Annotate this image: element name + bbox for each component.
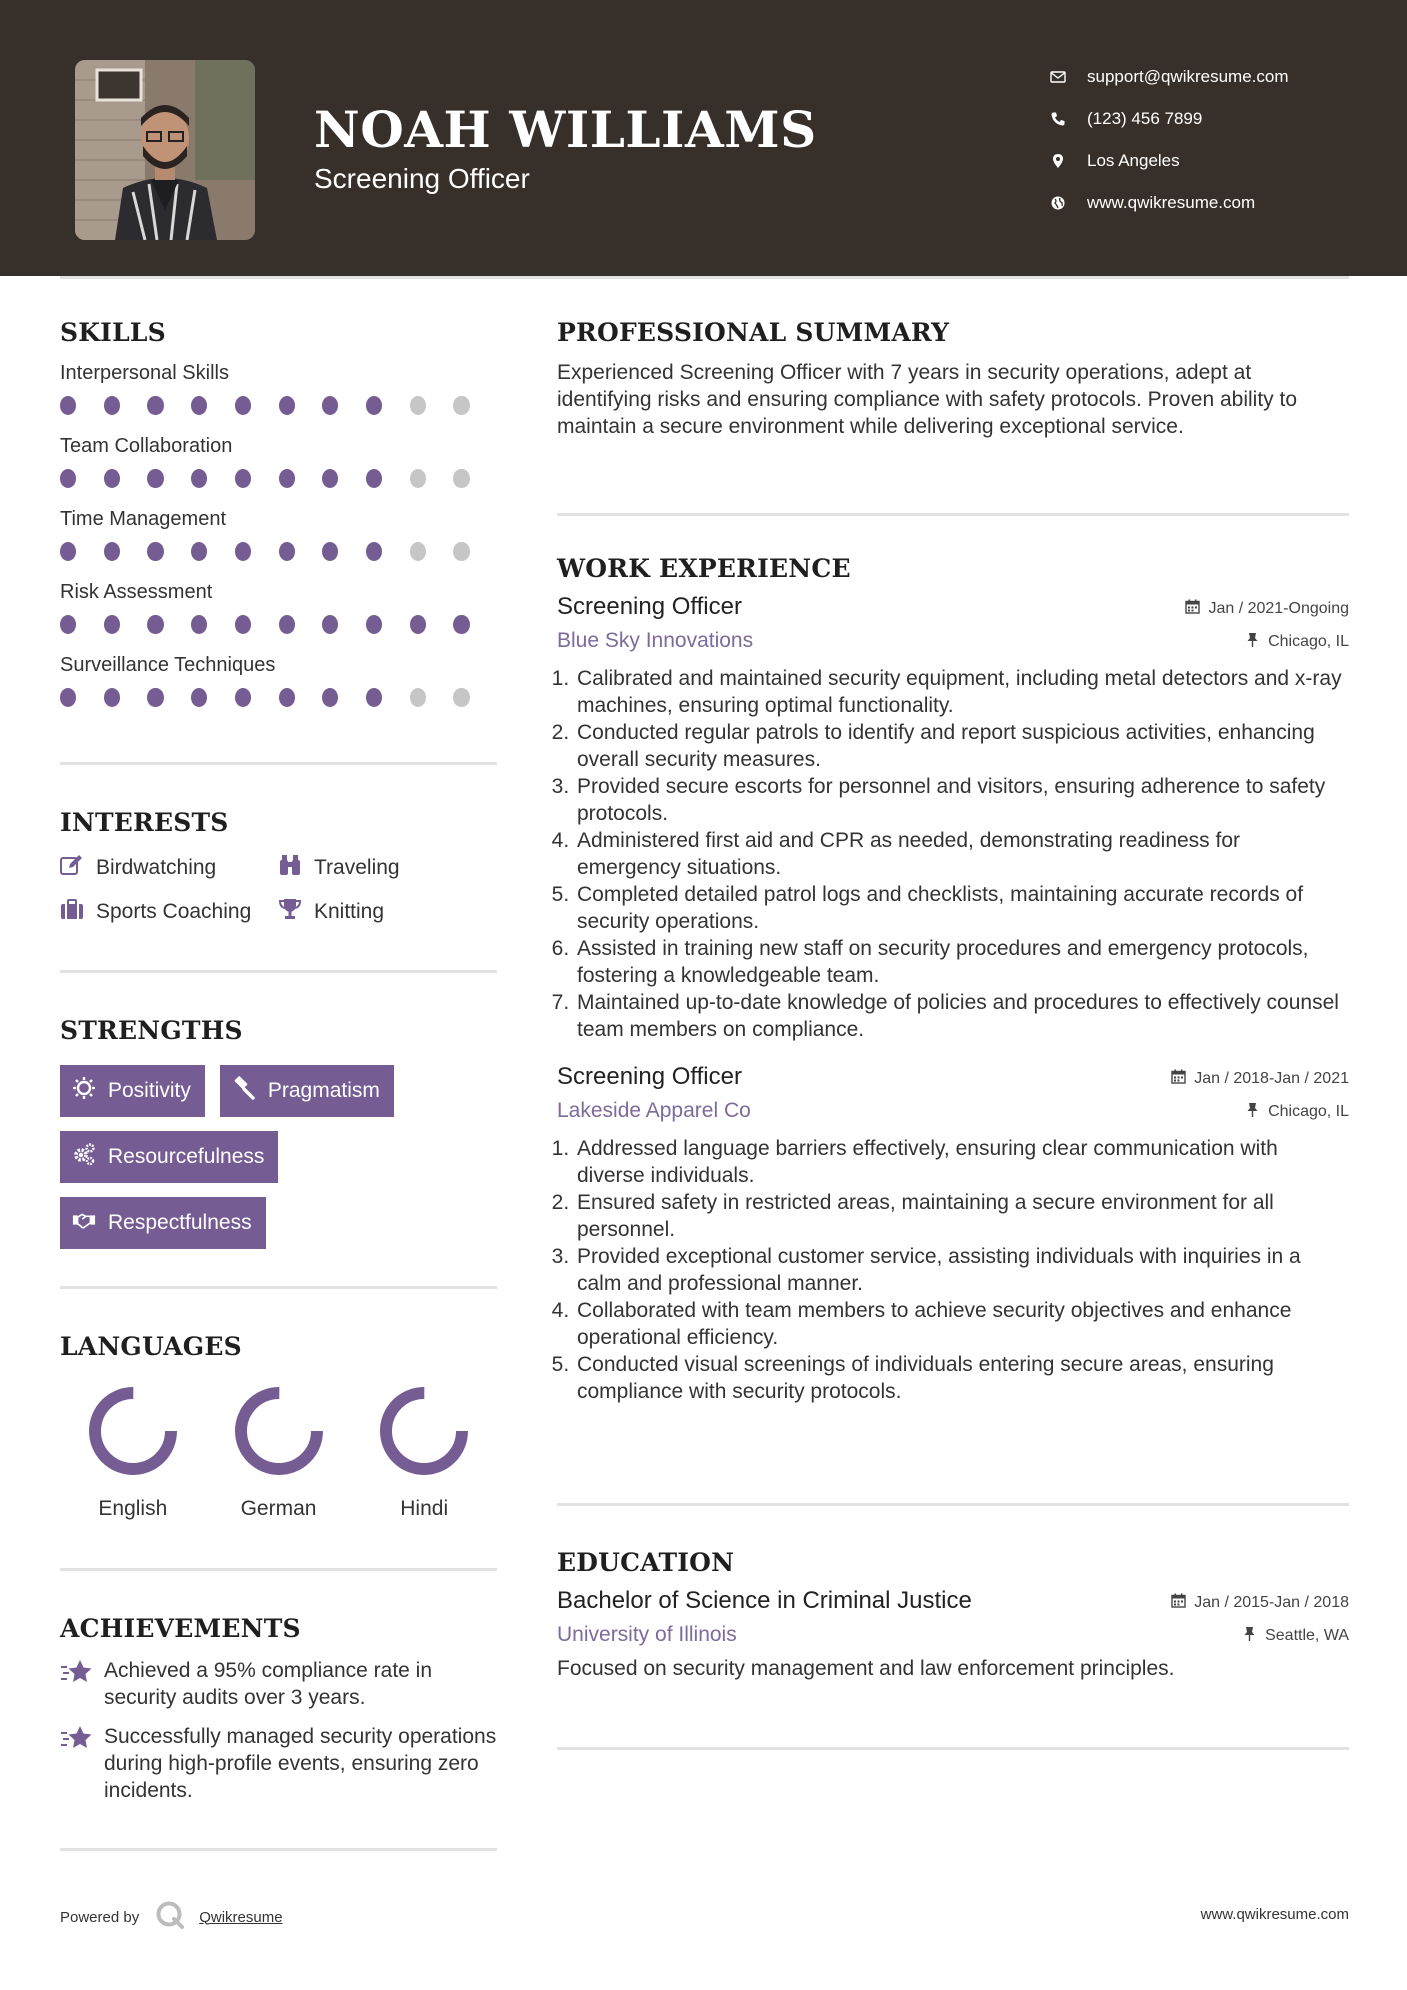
skill-dot-empty xyxy=(410,542,426,561)
contact-list xyxy=(1050,56,1380,224)
interests-list xyxy=(60,855,497,925)
qwikresume-link[interactable]: Qwikresume xyxy=(199,1908,283,1926)
skill-item xyxy=(60,361,497,420)
skill-dot-filled xyxy=(60,396,76,415)
skill-dot-filled xyxy=(60,615,76,634)
skill-dot-filled xyxy=(322,469,338,488)
skill-dot-filled xyxy=(191,396,207,415)
achievement-item xyxy=(60,1657,497,1711)
language-name: German xyxy=(240,1497,317,1520)
job-subheader xyxy=(557,1099,1349,1123)
education-location xyxy=(1242,1626,1349,1646)
job-header xyxy=(557,593,1349,621)
skill-item xyxy=(60,653,497,712)
education-description: Focused on security management and law enforcement principles. xyxy=(557,1657,1175,1680)
skill-dot-filled xyxy=(279,469,295,488)
skill-dot-filled xyxy=(322,542,338,561)
skill-dot-filled xyxy=(235,469,251,488)
skill-name: Time Management xyxy=(60,508,226,530)
skill-dot-filled xyxy=(279,688,295,707)
language-proficiency-ring xyxy=(83,1381,183,1481)
skill-name: Surveillance Techniques xyxy=(60,654,276,676)
skill-name: Interpersonal Skills xyxy=(60,362,229,384)
education-dates xyxy=(1171,1593,1349,1613)
skill-dot-filled xyxy=(322,615,338,634)
phone-icon xyxy=(1050,111,1087,127)
languages-list xyxy=(60,1381,497,1521)
skill-dot-filled xyxy=(279,615,295,634)
skill-dot-filled xyxy=(235,396,251,415)
education-school: University of Illinois xyxy=(557,1623,737,1646)
job-bullet: 4. Administered first aid and CPR as needed, demonstrating readiness for emergency situations. xyxy=(575,827,1349,881)
globe-icon xyxy=(1050,195,1087,211)
strengths-divider xyxy=(60,1286,497,1289)
job-dates-value: Jan / 2021-Ongoing xyxy=(1208,600,1349,617)
skill-dot-filled xyxy=(322,396,338,415)
skill-dot-filled xyxy=(104,688,120,707)
job-bullet: 1. Addressed language barriers effectively, ensuring clear communication with diverse individuals. xyxy=(575,1135,1349,1189)
skill-dot-filled xyxy=(366,396,382,415)
pushpin-icon xyxy=(1245,632,1268,652)
skills-section xyxy=(60,318,497,712)
summary-text: Experienced Screening Officer with 7 years in security operations, adept at identifying risks and ensuring compliance with safety protocols. Proven ability to maintain a secure environment while delivering exceptional service. xyxy=(557,361,1298,438)
skills-divider xyxy=(60,762,497,765)
strengths-title: STRENGTHS xyxy=(60,1016,243,1045)
interests-divider xyxy=(60,970,497,973)
experience-section xyxy=(557,554,1349,1405)
job-bullet: 5. Conducted visual screenings of individuals entering secure areas, ensuring compliance with security protocols. xyxy=(575,1351,1349,1405)
language-item xyxy=(351,1381,497,1521)
briefcase-icon xyxy=(60,898,96,926)
skill-rating xyxy=(60,688,497,712)
summary-divider xyxy=(557,513,1349,516)
job-title: Screening Officer xyxy=(557,1063,742,1090)
education-subheader xyxy=(557,1623,1349,1647)
job-location-value: Chicago, IL xyxy=(1268,633,1349,650)
job-entry xyxy=(557,1063,1349,1405)
language-item xyxy=(60,1381,206,1521)
skill-dot-filled xyxy=(191,615,207,634)
education-degree: Bachelor of Science in Criminal Justice xyxy=(557,1587,972,1614)
map-pin-icon xyxy=(1050,153,1087,169)
skill-dot-empty xyxy=(453,396,469,415)
trophy-icon xyxy=(278,898,314,926)
interests-title: INTERESTS xyxy=(60,808,229,837)
contact-email-value: support@qwikresume.com xyxy=(1087,67,1289,86)
pushpin-icon xyxy=(1242,1626,1265,1646)
right-column xyxy=(557,318,1349,440)
calendar-icon xyxy=(1171,1069,1194,1089)
interest-label: Sports Coaching xyxy=(96,900,252,923)
job-location xyxy=(1245,1102,1349,1122)
skill-dot-filled xyxy=(235,688,251,707)
skill-dot-filled xyxy=(235,542,251,561)
contact-phone[interactable] xyxy=(1050,98,1380,140)
achievements-title: ACHIEVEMENTS xyxy=(60,1614,301,1643)
skill-dot-empty xyxy=(410,688,426,707)
skill-dot-filled xyxy=(60,688,76,707)
language-proficiency-ring xyxy=(374,1381,474,1481)
job-bullet: 7. Maintained up-to-date knowledge of policies and procedures to effectively counsel team members on compliance. xyxy=(575,989,1349,1043)
gavel-icon xyxy=(232,1076,268,1106)
left-column xyxy=(60,318,497,712)
job-bullet: 5. Completed detailed patrol logs and checklists, maintaining accurate records of security operations. xyxy=(575,881,1349,935)
qwikresume-logo-icon xyxy=(139,1900,199,1934)
languages-divider xyxy=(60,1568,497,1571)
candidate-role: Screening Officer xyxy=(314,163,530,194)
job-company: Lakeside Apparel Co xyxy=(557,1099,751,1122)
experience-divider xyxy=(557,1503,1349,1506)
interests-section xyxy=(60,808,497,925)
envelope-icon xyxy=(1050,69,1087,85)
star-icon xyxy=(60,1723,104,1804)
profile-photo xyxy=(75,60,255,240)
job-bullets xyxy=(557,1135,1349,1405)
language-ring-arc xyxy=(95,1393,171,1469)
skill-dot-empty xyxy=(410,469,426,488)
skill-dot-filled xyxy=(366,688,382,707)
language-ring-arc xyxy=(386,1393,462,1469)
skill-name: Risk Assessment xyxy=(60,581,213,603)
job-bullet: 1. Calibrated and maintained security equipment, including metal detectors and x-ray machines, ensuring optimal functionality. xyxy=(575,665,1349,719)
skill-dot-filled xyxy=(279,396,295,415)
interest-label: Birdwatching xyxy=(96,856,217,879)
education-divider xyxy=(557,1747,1349,1750)
language-proficiency-ring xyxy=(229,1381,329,1481)
languages-title: LANGUAGES xyxy=(60,1332,242,1361)
job-header xyxy=(557,1063,1349,1091)
skill-dot-filled xyxy=(147,469,163,488)
skill-dot-filled xyxy=(410,615,426,634)
strength-chip xyxy=(220,1065,394,1117)
contact-location xyxy=(1050,140,1380,182)
skill-dot-filled xyxy=(104,615,120,634)
resume-header xyxy=(0,0,1407,276)
pushpin-icon xyxy=(1245,1102,1268,1122)
achievement-text: Successfully managed security operations during high-profile events, ensuring zero incidents. xyxy=(104,1725,497,1802)
skill-dot-filled xyxy=(235,615,251,634)
strengths-list xyxy=(60,1065,497,1249)
gears-icon xyxy=(72,1142,108,1172)
language-name: English xyxy=(98,1497,168,1520)
skill-rating xyxy=(60,396,497,420)
job-bullet: 2. Conducted regular patrols to identify and report suspicious activities, enhancing overall security measures. xyxy=(575,719,1349,773)
skill-name: Team Collaboration xyxy=(60,435,233,457)
job-bullet: 3. Provided exceptional customer service, assisting individuals with inquiries in a calm and professional manner. xyxy=(575,1243,1349,1297)
edit-icon xyxy=(60,854,96,882)
interest-item xyxy=(60,855,278,881)
skill-item xyxy=(60,507,497,566)
skill-rating xyxy=(60,615,497,639)
skill-dot-empty xyxy=(453,469,469,488)
skill-dot-filled xyxy=(322,688,338,707)
skill-dot-filled xyxy=(191,542,207,561)
skill-dot-filled xyxy=(279,542,295,561)
skills-title: SKILLS xyxy=(60,318,166,347)
skill-dot-empty xyxy=(453,688,469,707)
achievements-divider xyxy=(60,1848,497,1851)
powered-by-label: Powered by xyxy=(60,1908,140,1926)
job-location xyxy=(1245,632,1349,652)
header-divider xyxy=(60,276,1349,279)
skill-dot-filled xyxy=(147,688,163,707)
calendar-icon xyxy=(1171,1593,1194,1613)
handshake-icon xyxy=(72,1208,108,1238)
job-entry xyxy=(557,593,1349,1043)
languages-section xyxy=(60,1332,497,1521)
contact-location-value: Los Angeles xyxy=(1087,151,1180,170)
education-title: EDUCATION xyxy=(557,1548,735,1577)
skill-dot-filled xyxy=(453,615,469,634)
footer-website[interactable]: www.qwikresume.com xyxy=(1200,1906,1349,1923)
job-bullet: 3. Provided secure escorts for personnel and visitors, ensuring adherence to safety protocols. xyxy=(575,773,1349,827)
skill-dot-filled xyxy=(104,542,120,561)
contact-website[interactable] xyxy=(1050,182,1380,224)
achievements-section xyxy=(60,1614,497,1804)
strength-label: Pragmatism xyxy=(267,1079,380,1102)
contact-email[interactable] xyxy=(1050,56,1380,98)
contact-website-value: www.qwikresume.com xyxy=(1087,193,1256,212)
education-dates-value: Jan / 2015-Jan / 2018 xyxy=(1194,1594,1349,1611)
strength-label: Resourcefulness xyxy=(108,1145,265,1168)
skill-dot-filled xyxy=(366,542,382,561)
skill-dot-filled xyxy=(147,615,163,634)
language-ring-arc xyxy=(241,1393,317,1469)
skill-dot-filled xyxy=(366,615,382,634)
skill-dot-empty xyxy=(453,542,469,561)
language-name: Hindi xyxy=(400,1497,449,1520)
job-bullet: 4. Collaborated with team members to achieve security objectives and enhance operational efficiency. xyxy=(575,1297,1349,1351)
skill-dot-empty xyxy=(410,396,426,415)
strength-chip xyxy=(60,1197,266,1249)
skill-dot-filled xyxy=(147,542,163,561)
skill-dot-filled xyxy=(366,469,382,488)
skill-rating xyxy=(60,469,497,493)
strength-chip xyxy=(60,1065,205,1117)
experience-title: WORK EXPERIENCE xyxy=(557,554,851,583)
job-title: Screening Officer xyxy=(557,593,742,620)
job-bullet: 2. Ensured safety in restricted areas, maintaining a secure environment for all personnel. xyxy=(575,1189,1349,1243)
footer-powered-by xyxy=(60,1900,283,1934)
education-header xyxy=(557,1587,1349,1615)
interest-label: Traveling xyxy=(314,856,400,879)
job-company: Blue Sky Innovations xyxy=(557,629,754,652)
skill-dot-filled xyxy=(60,469,76,488)
language-item xyxy=(206,1381,352,1521)
interest-item xyxy=(278,855,478,881)
skill-dot-filled xyxy=(60,542,76,561)
strength-chip xyxy=(60,1131,278,1183)
skills-list xyxy=(60,361,497,712)
job-bullets xyxy=(557,665,1349,1043)
skill-dot-filled xyxy=(104,396,120,415)
star-icon xyxy=(60,1657,104,1711)
achievement-item xyxy=(60,1723,497,1804)
sun-icon xyxy=(72,1076,108,1106)
job-dates xyxy=(1185,599,1349,619)
summary-section xyxy=(557,318,1349,440)
skill-dot-filled xyxy=(191,469,207,488)
interest-item xyxy=(60,899,278,925)
binoculars-icon xyxy=(278,854,314,882)
skill-dot-filled xyxy=(147,396,163,415)
achievements-list xyxy=(60,1657,497,1804)
job-bullet: 6. Assisted in training new staff on security procedures and emergency protocols, fostering a knowledgeable team. xyxy=(575,935,1349,989)
achievement-text: Achieved a 95% compliance rate in security audits over 3 years. xyxy=(104,1659,433,1709)
strengths-section xyxy=(60,1016,497,1249)
job-subheader xyxy=(557,629,1349,653)
strength-label: Positivity xyxy=(108,1079,191,1102)
skill-item xyxy=(60,434,497,493)
candidate-name: NOAH WILLIAMS xyxy=(314,100,817,159)
skill-rating xyxy=(60,542,497,566)
interest-label: Knitting xyxy=(314,900,385,923)
education-location-value: Seattle, WA xyxy=(1265,1627,1349,1644)
skill-dot-filled xyxy=(104,469,120,488)
summary-title: PROFESSIONAL SUMMARY xyxy=(557,318,950,347)
interest-item xyxy=(278,899,478,925)
strength-label: Respectfulness xyxy=(108,1211,252,1234)
skill-dot-filled xyxy=(191,688,207,707)
profile-photo-image xyxy=(75,60,255,240)
skill-item xyxy=(60,580,497,639)
calendar-icon xyxy=(1185,599,1208,619)
job-dates-value: Jan / 2018-Jan / 2021 xyxy=(1194,1070,1349,1087)
job-dates xyxy=(1171,1069,1349,1089)
job-location-value: Chicago, IL xyxy=(1268,1103,1349,1120)
education-section xyxy=(557,1548,1349,1682)
contact-phone-value: (123) 456 7899 xyxy=(1087,109,1203,128)
